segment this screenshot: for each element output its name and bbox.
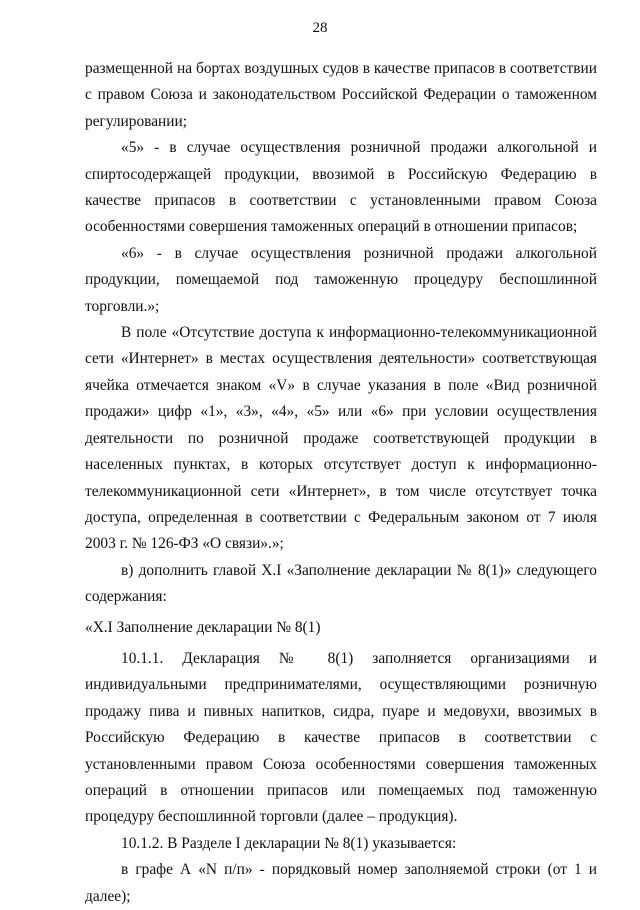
paragraph-add-chapter: в) дополнить главой X.I «Заполнение декларации № 8(1)» следующего содержания: — [85, 561, 597, 606]
document-body — [85, 56, 597, 910]
paragraph-continuation: размещенной на бортах воздушных судов в качестве припасов в соответствии с правом Союза и законодательством Российской Федерации о таможенном регулировании; — [85, 60, 597, 130]
paragraph-item-6: «6» - в случае осуществления розничной продажи алкогольной продукции, помещаемой под таможенную процедуру беспошлинной торговли.»; — [85, 244, 597, 315]
page-number: 28 — [312, 20, 328, 36]
paragraph-10-1-2: 10.1.2. В Разделе I декларации № 8(1) указывается: — [121, 834, 457, 852]
chapter-title: «X.I Заполнение декларации № 8(1) — [85, 618, 321, 636]
paragraph-column-a: в графе А «N п/п» - порядковый номер заполняемой строки (от 1 и далее); — [85, 861, 597, 905]
paragraph-10-1-1: 10.1.1. Декларация № 8(1) заполняется организациями и индивидуальными предпринимателями, осуществляющими розничную продажу пива и пивных напитков, сидра, пуаре и медовухи, ввозимых в Российскую Федерацию в качестве припасов в соответствии с установленными правом Союза особенностями совершения таможенных операций в отношении припасов или помещаемых под таможенную процедуру беспошлинной торговли (далее – продукция). — [85, 649, 597, 826]
paragraph-item-5: «5» - в случае осуществления розничной продажи алкогольной и спиртосодержащей продукции, ввозимой в Российскую Федерацию в качестве припасов в соответствии с установленными правом Союза особенностями совершения таможенных операций в отношении припасов; — [85, 139, 597, 236]
paragraph-internet-access-field: В поле «Отсутствие доступа к информационно-телекоммуникационной сети «Интернет» в местах осуществления деятельности» соответствующая ячейка отмечается знаком «V» в случае указания в поле «Вид розничной продажи» цифр «1», «3», «4», «5» или «6» при условии осуществления деятельности по розничной продаже соответствующей продукции в населенных пунктах, в которых отсутствует доступ к информационно-телекоммуникационной сети «Интернет», в том числе отсутствует точка доступа, определенная в соответствии с Федеральным законом от 7 июля 2003 г. № 126-ФЗ «О связи».»; — [85, 324, 597, 553]
